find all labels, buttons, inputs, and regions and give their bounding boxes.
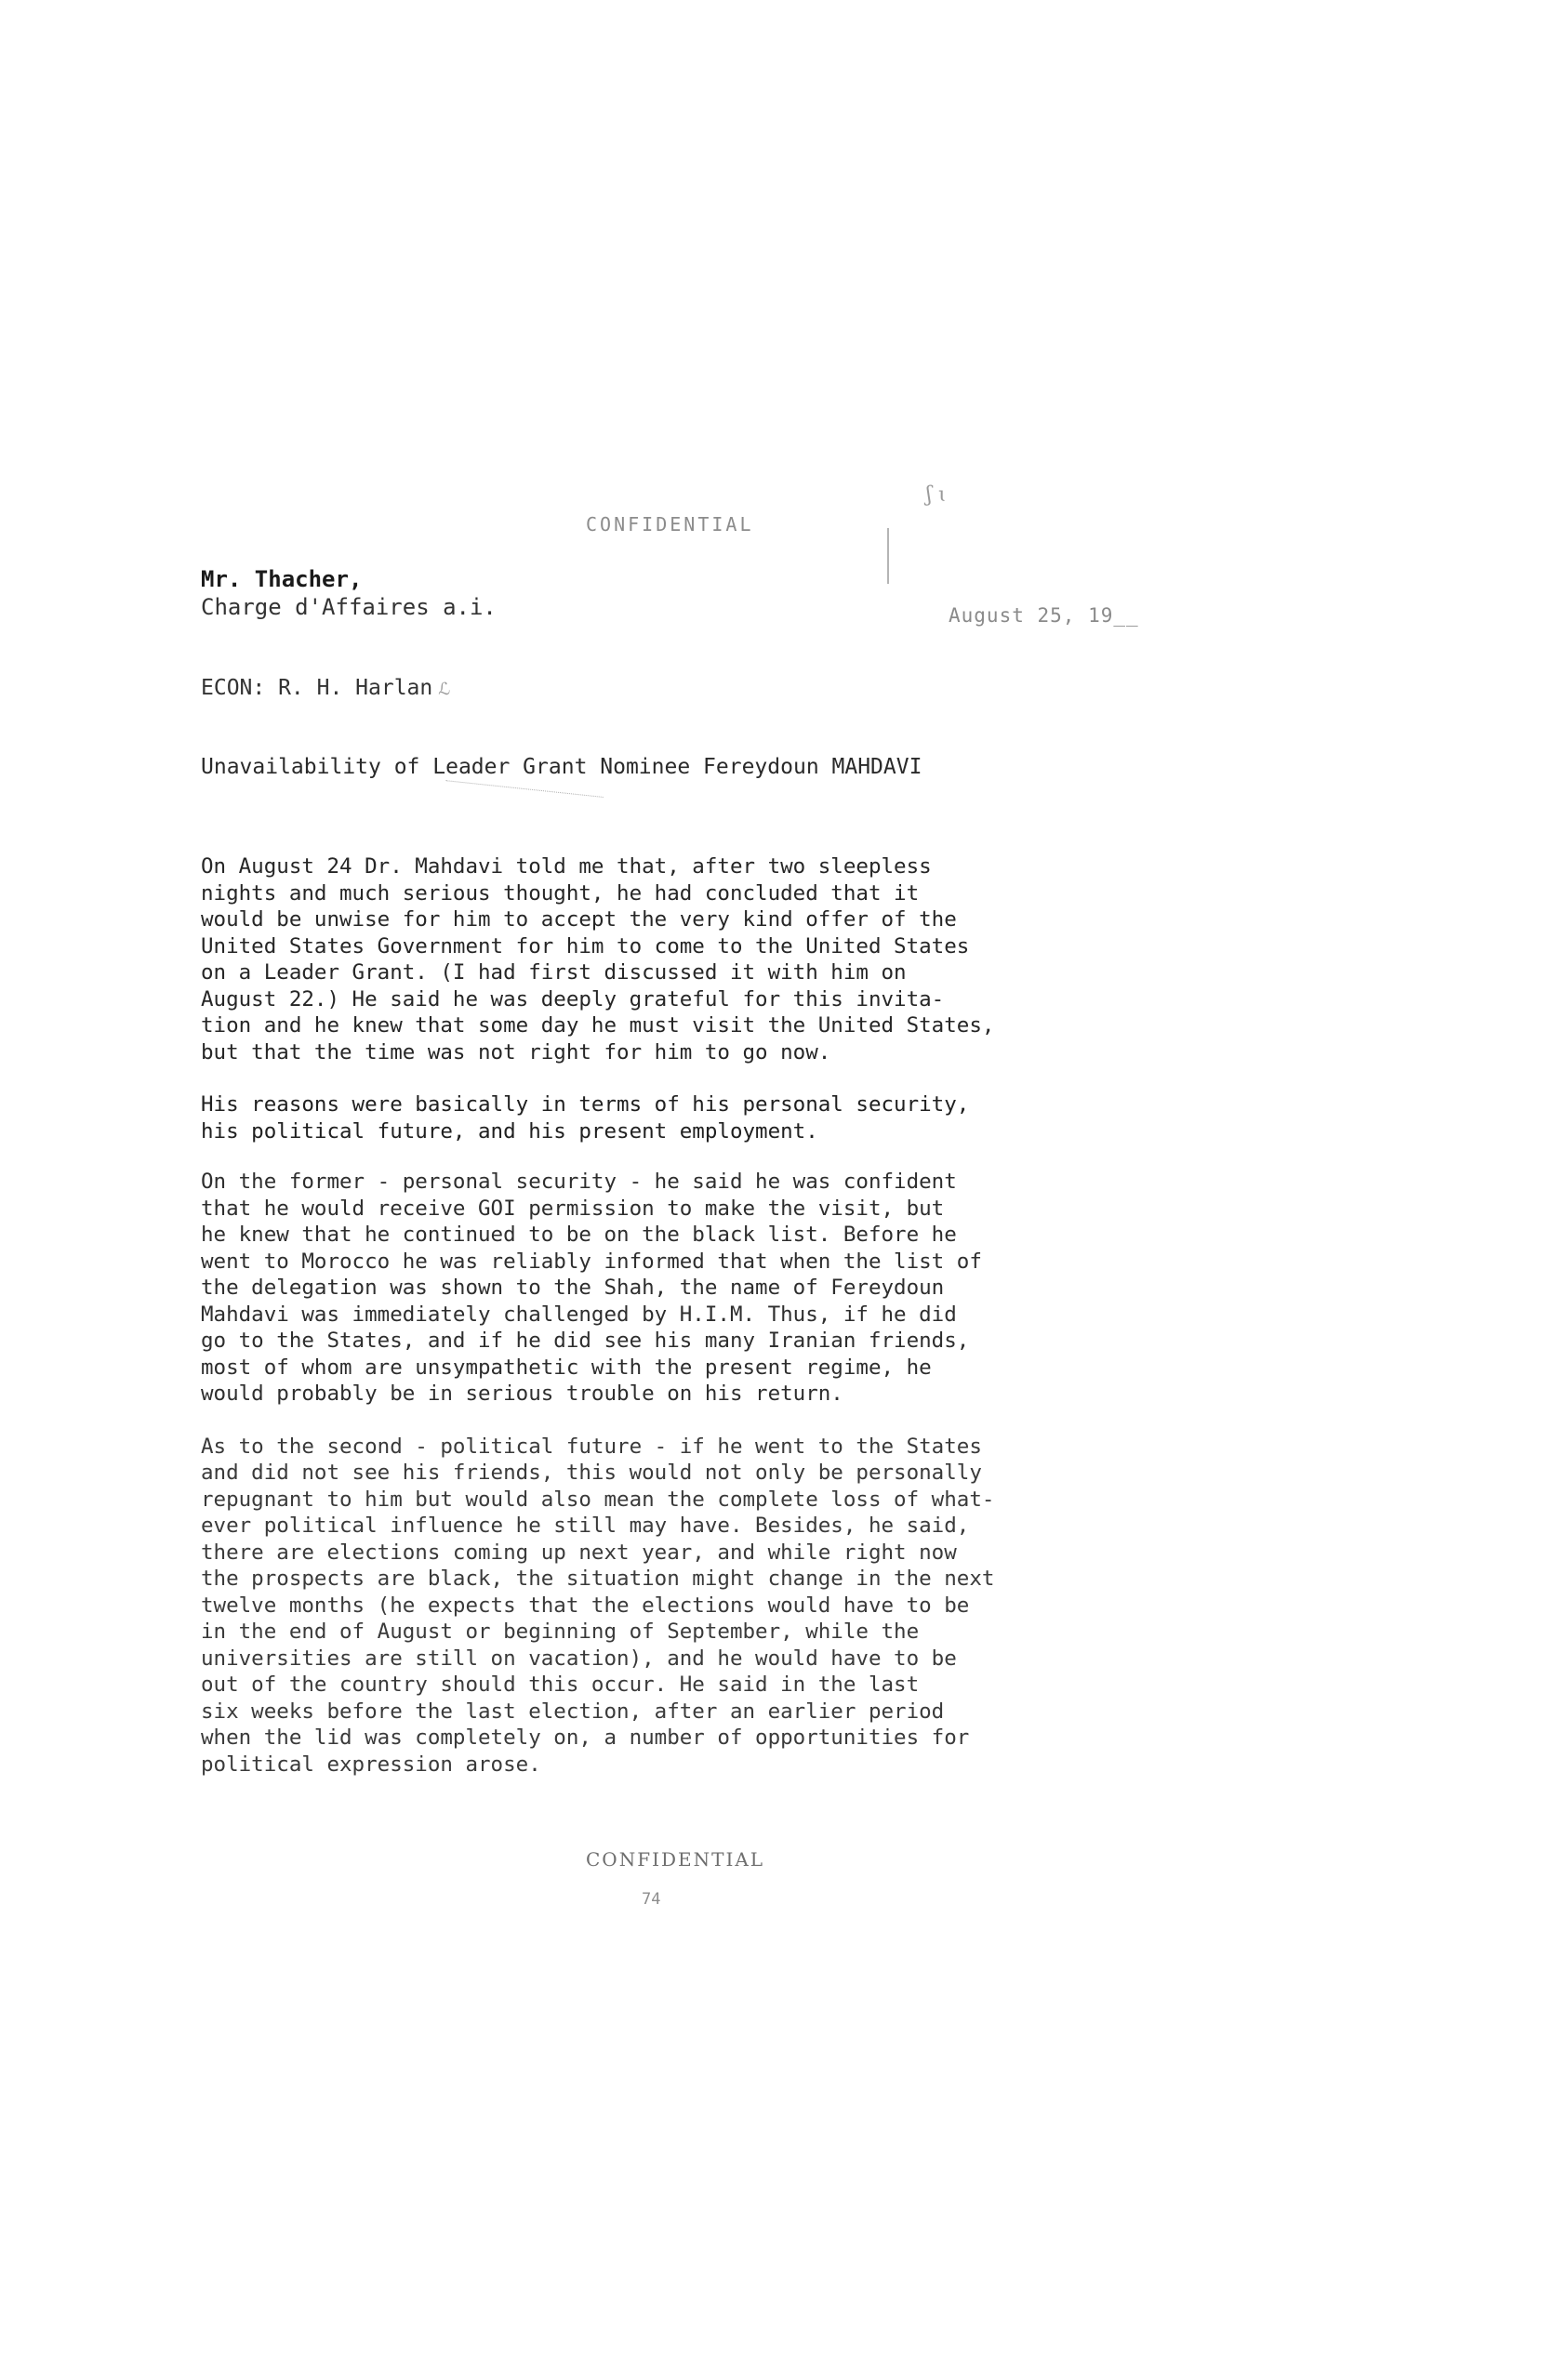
page-number: 74 bbox=[642, 1890, 661, 1909]
memo-date: August 25, 19__ bbox=[949, 604, 1139, 627]
addressee-title: Charge d'Affaires a.i. bbox=[201, 594, 497, 620]
addressee-name: Mr. Thacher, bbox=[201, 566, 363, 592]
handwritten-initials: ℒ bbox=[438, 680, 451, 699]
paragraph-3: On the former - personal security - he said he was confident that he would receive GOI permission to make the visit, but he knew that he continued to be on the black list. Before he went to Morocco he was reliably informed that when the list of the delegation was shown to the Shah, the name of Fereydoun Mahdavi was immediately challenged by H.I.M. Thus, if he did go to the States, and if he did see his many Iranian friends, most of whom are unsympathetic with the present regime, he would probably be in serious trouble on his return. bbox=[201, 1170, 982, 1406]
classification-header: CONFIDENTIAL bbox=[586, 513, 754, 536]
paragraph-2: His reasons were basically in terms of his personal security, his political future, and his present employment. bbox=[201, 1092, 970, 1144]
handwritten-underline bbox=[444, 780, 603, 818]
handwritten-stroke bbox=[887, 528, 889, 584]
subject-line: Unavailability of Leader Grant Nominee Fereydoun MAHDAVI bbox=[201, 755, 922, 779]
handwritten-mark: ʃ ɩ bbox=[926, 483, 947, 507]
paragraph-1: On August 24 Dr. Mahdavi told me that, after two sleepless nights and much serious thought, he had concluded that it would be unwise for him to accept the very kind offer of the United States Government for him to come to the United States on a Leader Grant. (I had first discussed it with him on August 22.) He said he was deeply grateful for this invita- tion and he knew that some day he must visit the United States, but that the time was not right for him to go now. bbox=[201, 854, 995, 1064]
memo-body bbox=[201, 853, 1187, 1804]
addressee-block bbox=[201, 565, 497, 621]
paragraph-4: As to the second - political future - if he went to the States and did not see his friends, this would not only be personally repugnant to him but would also mean the complete loss of what- ever political influence he still may have. Besides, he said, there are elections coming up next year, and while right now the prospects are black, the situation might change in the next twelve months (he expects that the elections would have to be in the end of August or beginning of September, while the universities are still on vacation), and he would have to be out of the country should this occur. He said in the last six weeks before the last election, after an earlier period when the lid was completely on, a number of opportunities for political expression arose. bbox=[201, 1434, 995, 1777]
from-line bbox=[201, 676, 450, 700]
classification-footer: CONFIDENTIAL bbox=[586, 1848, 765, 1871]
from-text: ECON: R. H. Harlan bbox=[201, 676, 433, 700]
